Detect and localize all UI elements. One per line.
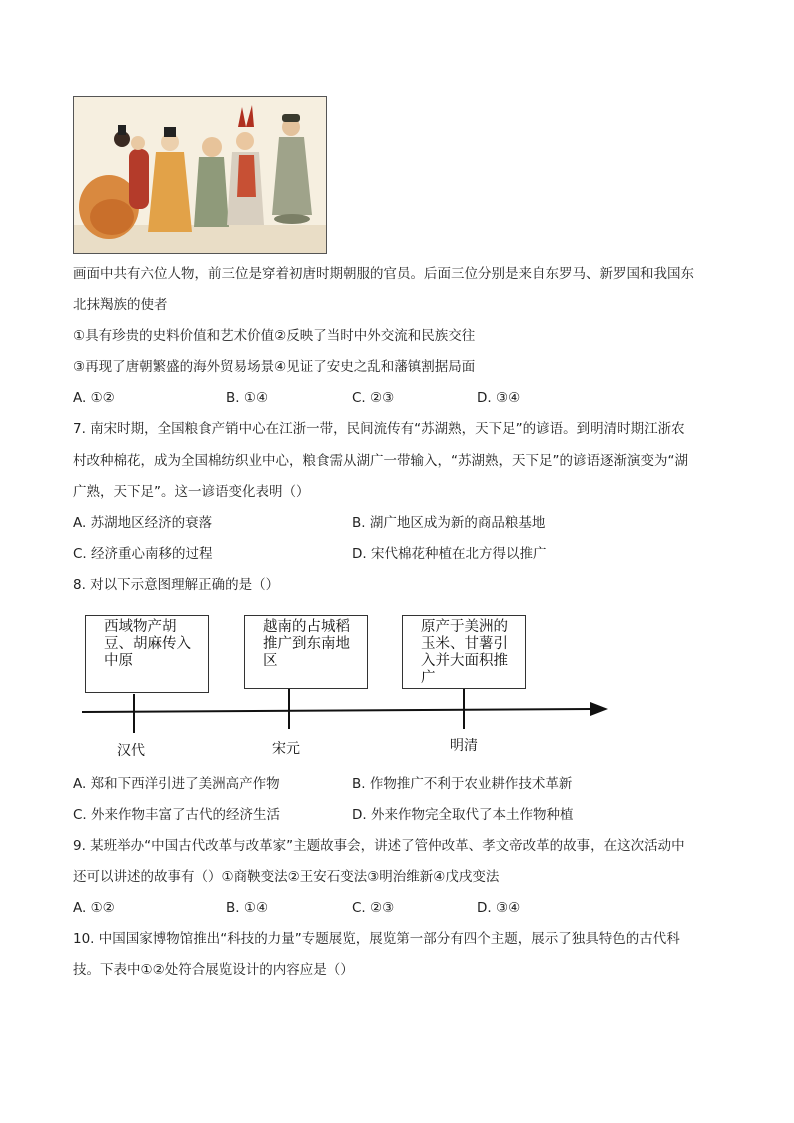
q6-option-c[interactable]: C. ②③ (352, 390, 395, 406)
q7-stem-line1: 7. 南宋时期，全国粮食产销中心在江浙一带，民间流传有“苏湖熟，天下足”的谚语。到明清时期江浙农 (73, 421, 685, 437)
q7-stem-line2: 村改种棉花，成为全国棉纺织业中心，粮食需从湖广一带输入，“苏湖熟，天下足”的谚语逐渐演变为“湖 (73, 453, 688, 469)
q7-option-b[interactable]: B. 湖广地区成为新的商品粮基地 (352, 515, 546, 531)
q6-caption-line1: 画面中共有六位人物，前三位是穿着初唐时期朝服的官员。后面三位分别是来自东罗马、新罗国和我国东 (73, 266, 694, 282)
timeline-arrow-icon (590, 702, 608, 716)
q7-option-d[interactable]: D. 宋代棉花种植在北方得以推广 (352, 546, 547, 562)
q8-stem: 8. 对以下示意图理解正确的是（） (73, 577, 280, 593)
q6-option-a[interactable]: A. ①② (73, 390, 115, 406)
q7-option-a[interactable]: A. 苏湖地区经济的衰落 (73, 515, 213, 531)
q7-option-c[interactable]: C. 经济重心南移的过程 (73, 546, 213, 562)
timeline-label-mingqing: 明清 (450, 738, 478, 754)
q6-statement-line1: ①具有珍贵的史料价值和艺术价值②反映了当时中外交流和民族交往 (73, 328, 476, 344)
q9-option-a[interactable]: A. ①② (73, 900, 115, 916)
q9-option-b[interactable]: B. ①④ (226, 900, 269, 916)
q7-stem-line3: 广熟，天下足”。这一谚语变化表明（） (73, 484, 310, 500)
q10-stem-line2: 技。下表中①②处符合展览设计的内容应是（） (73, 962, 354, 978)
q8-option-c[interactable]: C. 外来作物丰富了古代的经济生活 (73, 807, 281, 823)
timeline-box-han: 西域物产胡豆、胡麻传入中原 (85, 615, 209, 693)
timeline-label-han: 汉代 (117, 743, 145, 759)
q6-caption-line2: 北抹羯族的使者 (73, 297, 168, 313)
timeline-box-songyuan: 越南的占城稻推广到东南地区 (244, 615, 368, 689)
timeline-label-songyuan: 宋元 (272, 741, 300, 757)
q6-option-d[interactable]: D. ③④ (477, 390, 521, 406)
q6-option-b[interactable]: B. ①④ (226, 390, 269, 406)
q10-stem-line1: 10. 中国国家博物馆推出“科技的力量”专题展览，展览第一部分有四个主题，展示了独具特色的古代科 (73, 931, 680, 947)
q9-option-d[interactable]: D. ③④ (477, 900, 521, 916)
timeline-box-mingqing: 原产于美洲的玉米、甘薯引入并大面积推广 (402, 615, 526, 689)
q6-statement-line2: ③再现了唐朝繁盛的海外贸易场景④见证了安史之乱和藩镇割据局面 (73, 359, 476, 375)
q8-option-a[interactable]: A. 郑和下西洋引进了美洲高产作物 (73, 776, 280, 792)
q8-option-d[interactable]: D. 外来作物完全取代了本土作物种植 (352, 807, 574, 823)
q8-option-b[interactable]: B. 作物推广不利于农业耕作技术革新 (352, 776, 573, 792)
q9-stem-line1: 9. 某班举办“中国古代改革与改革家”主题故事会，讲述了管仲改革、孝文帝改革的故事，在这次活动中 (73, 838, 685, 854)
q9-option-c[interactable]: C. ②③ (352, 900, 395, 916)
q9-stem-line2: 还可以讲述的故事有（）①商鞅变法②王安石变法③明治维新④戊戌变法 (73, 869, 500, 885)
